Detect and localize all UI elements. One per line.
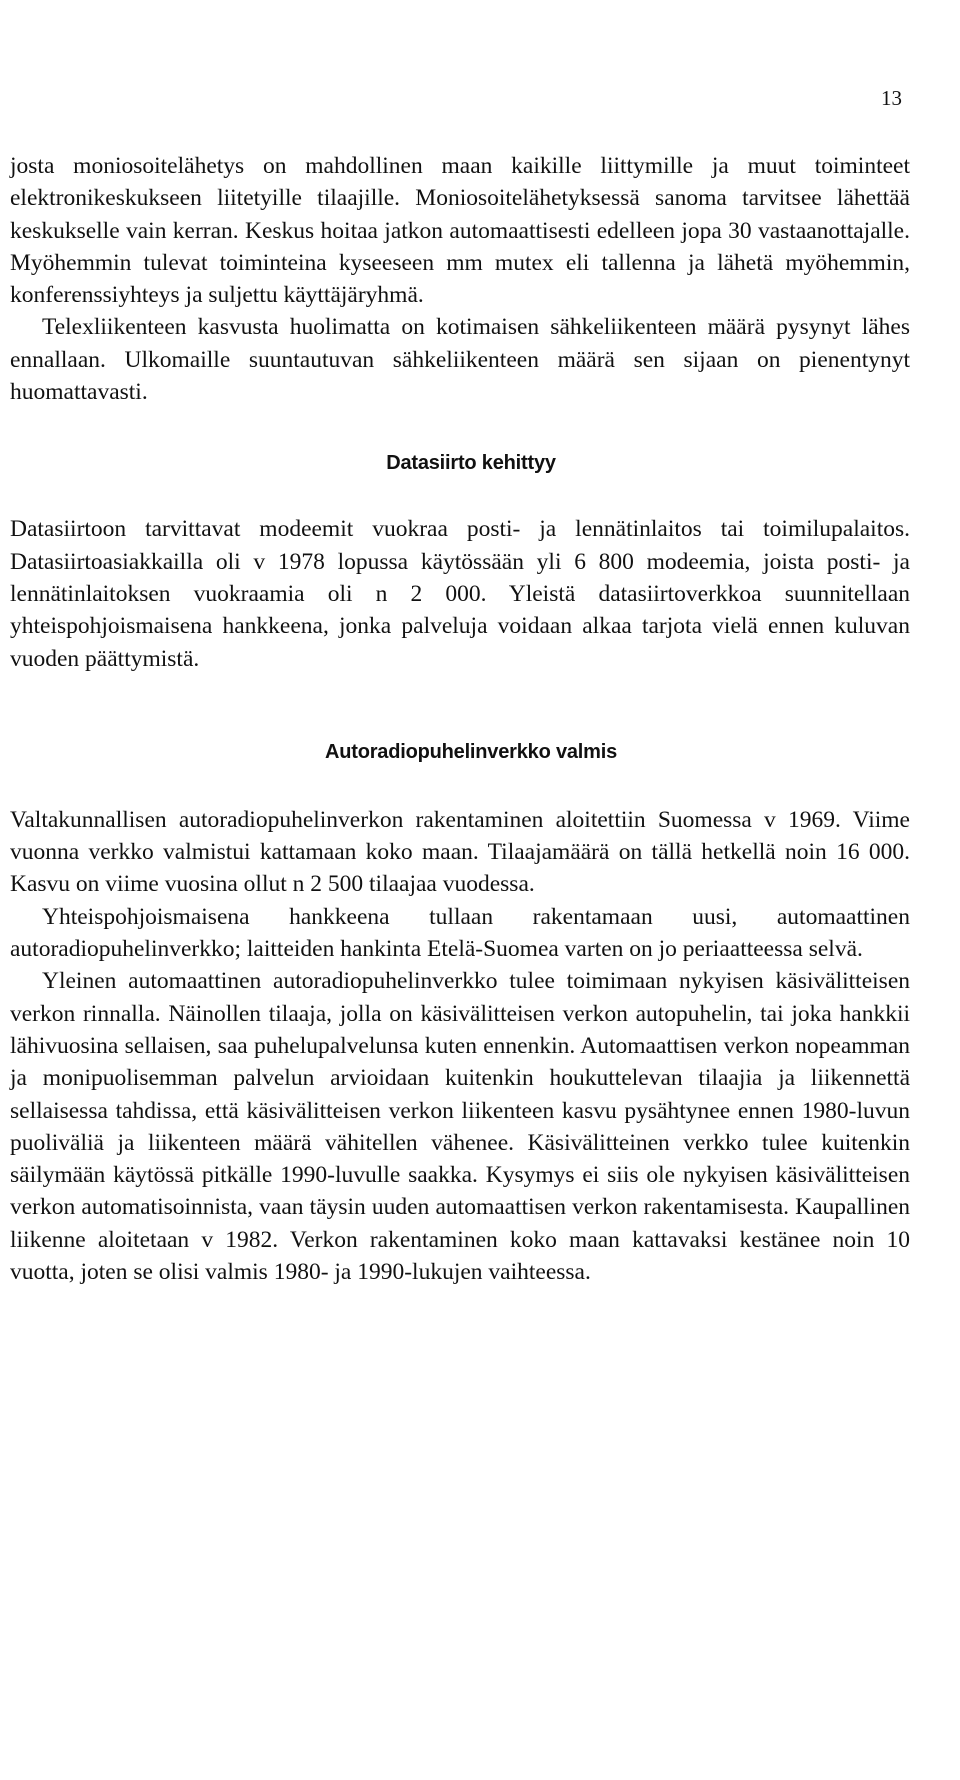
body-paragraph: Yhteispohjoismaisena hankkeena tullaan rakentamaan uusi, automaattinen autoradiopuhelinverkko; laitteiden hankinta Etelä-Suomea varten on jo periaatteessa selvä.: [10, 903, 910, 963]
datasiirto-section: [10, 513, 910, 674]
body-paragraph: Datasiirtoon tarvittavat modeemit vuokraa posti- ja lennätinlaitos tai toimilupalaitos. Datasiirtoasiakkailla oli v 1978 lopussa käytössään yli 6 800 modeemia, joista posti- ja lennätinlaitoksen vuokraamia oli n 2 000. Yleistä datasiirtoverkkoa suunnitellaan yhteispohjoismaisena hankkeena, jonka palveluja voidaan alkaa tarjota vielä ennen kuluvan vuoden päättymistä.: [10, 516, 910, 672]
document-body: [10, 150, 910, 1288]
body-paragraph: Valtakunnallisen autoradiopuhelinverkon rakentaminen aloitettiin Suomessa v 1969. Viime vuonna verkko valmistui kattamaan koko maan. Tilaajamäärä on tällä hetkellä noin 16 000. Kasvu on viime vuosina ollut n 2 500 tilaajaa vuodessa.: [10, 806, 910, 898]
body-paragraph: Telexliikenteen kasvusta huolimatta on kotimaisen sähkeliikenteen määrä pysynyt lähes ennallaan. Ulkomaille suuntautuvan sähkeliikenteen määrä sen sijaan on pienentynyt huomattavasti.: [10, 314, 910, 406]
section-heading-datasiirto: Datasiirto kehittyy: [386, 452, 556, 475]
body-paragraph: Yleinen automaattinen autoradiopuhelinverkko tulee toimimaan nykyisen käsivälitteisen verkon rinnalla. Näinollen tilaaja, jolla on käsivälitteisen verkon autopuhelin, tai joka hankkii lähivuosina sellaisen, saa puhelupalvelunsa kuten ennenkin. Automaattisen verkon nopeamman ja monipuolisemman palvelun arvioidaan kuitenkin houkuttelevan tilaajia ja liikennettä sellaisessa tahdissa, että käsivälitteisen verkon liikenteen kasvu pysähtynee ennen 1980-luvun puoliväliä ja liikenteen määrä vähitellen vähenee. Käsivälitteinen verkko tulee kuitenkin säilymään käytössä pitkälle 1990-luvulle saakka. Kysymys ei siis ole nykyisen käsivälitteisen verkon automatisoinnista, vaan täysin uuden automaattisen verkon rakentamisesta. Kaupallinen liikenne aloitetaan v 1982. Verkon rakentaminen koko maan kattavaksi kestänee noin 10 vuotta, joten se olisi valmis 1980- ja 1990-lukujen vaihteessa.: [10, 968, 910, 1286]
body-paragraph: josta moniosoitelähetys on mahdollinen maan kaikille liittymille ja muut toiminteet elektronikeskukseen liitetyille tilaajille. Moniosoitelähetyksessä sanoma tarvitsee lähettää keskukselle vain kerran. Keskus hoitaa jatkon automaattisesti edelleen jopa 30 vastaanottajalle. Myöhemmin tulevat toiminteina kyseeseen mm mutex eli tallenna ja lähetä myöhemmin, konferenssiyhteys ja suljettu käyttäjäryhmä.: [10, 153, 910, 309]
page-number: 13: [881, 86, 902, 110]
intro-section: [10, 150, 910, 408]
section-heading-autoradio: Autoradiopuhelinverkko valmis: [324, 740, 618, 763]
autoradio-section: [10, 804, 910, 1288]
